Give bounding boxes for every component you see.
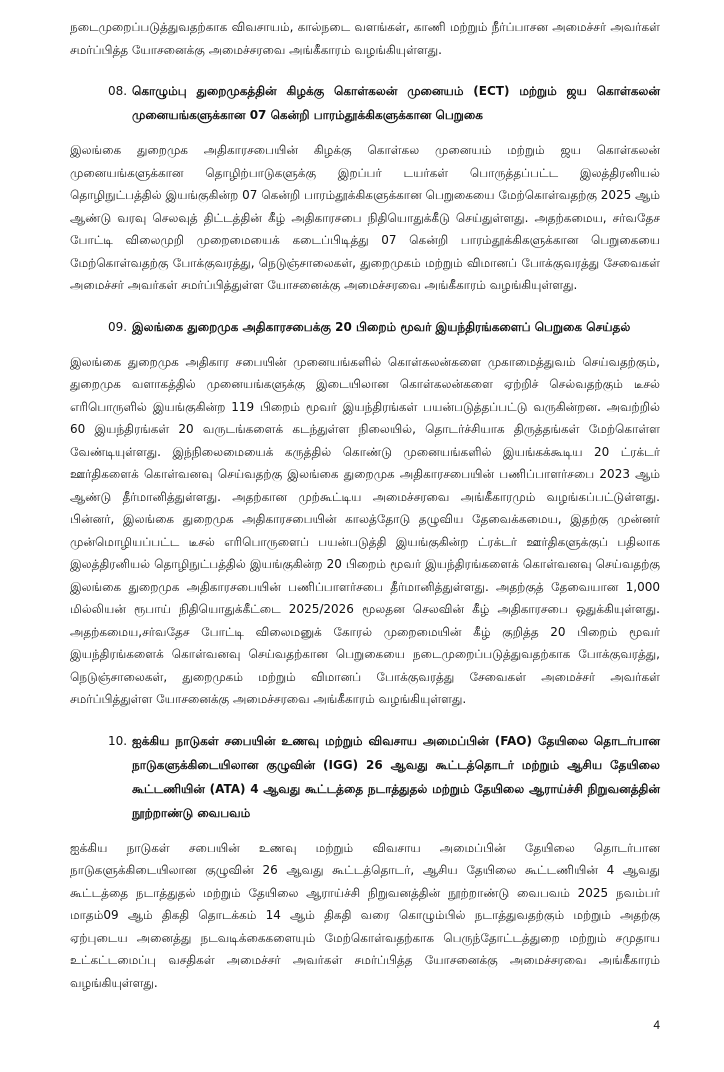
section-number: 10. xyxy=(108,733,128,748)
section-08-body: இலங்கை துறைமுக அதிகாரசபையின் கிழக்கு கொள்கல முனையம் மற்றும் ஜய கொள்கலன் முனையங்களுக்கான தொழிற்பாடுகளுக்கு இறப்பர் டயர்கள் பொருத்தப்பட்ட இலத்திரனியல் தொழிநுட்பத்தில் இயங்குகின்ற 07 கென்றி பாரம்தூக்கிகளுக்கான பெறுகையை மேற்கொள்வதற்கு 2025 ஆம் ஆண்டு வரவு செலவுத் திட்டத்தின் கீழ் அதிகாரசபை நிதியொதுக்கீடு செய்துள்ளது. அதற்கமைய, சர்வதேச போட்டி விலைமுறி முறைமையைக் கடைப்பிடித்து 07 கென்றி பாரம்தூக்கிகளுக்கான பெறுகையை மேற்கொள்வதற்கு போக்குவரத்து, நெடுஞ்சாலைகள், துறைமுகம் மற்றும் விமானப் போக்குவரத்து சேவைகள் அமைச்சர் அவர்கள் சமர்ப்பித்துள்ள யோசனைக்கு அமைச்சரவை அங்கீகாரம் வழங்கியுள்ளது. xyxy=(70,143,660,292)
intro-paragraph: நடைமுறைப்படுத்துவதற்காக விவசாயம், கால்நடை வளங்கள், காணி மற்றும் நீர்ப்பாசன அமைச்சர் அவர்கள் சமர்ப்பித்த யோசனைக்கு அமைச்சரவை அங்கீகாரம் வழங்கியுள்ளது. xyxy=(70,20,660,57)
page-number: 4 xyxy=(653,1018,660,1032)
section-10-body: ஐக்கிய நாடுகள் சபையின் உணவு மற்றும் விவசாய அமைப்பின் தேயிலை தொடர்பான நாடுகளுக்கிடையிலான குழுவின் 26 ஆவது கூட்டத்தொடர், ஆசிய தேயிலை கூட்டணியின் 4 ஆவது கூட்டத்தை நடாத்துதல் மற்றும் தேயிலை ஆராய்ச்சி நிறுவனத்தின் நூற்றாண்டு வைபவம் 2025 நவம்பர் மாதம்09 ஆம் திகதி தொடக்கம் 14 ஆம் திகதி வரை கொழும்பில் நடாத்துவதற்கும் மற்றும் அதற்கு ஏற்புடைய அனைத்து நடவடிக்கைகளையும் மேற்கொள்வதற்காக பெருந்தோட்டத்துறை மற்றும் சமுதாய உட்கட்டமைப்பு வசதிகள் அமைச்சர் அவர்கள் சமர்ப்பித்த யோசனைக்கு அமைச்சரவை அங்கீகாரம் வழங்கியுள்ளது. xyxy=(70,840,660,990)
section-title: இலங்கை துறைமுக அதிகாரசபைக்கு 20 பிறைம் மூவர் இயந்திரங்களைப் பெறுகை செய்தல் xyxy=(132,319,631,334)
section-09-heading xyxy=(108,315,660,339)
section-08-heading xyxy=(108,79,660,127)
section-title: கொழும்பு துறைமுகத்தின் கிழக்கு கொள்கலன் முனையம் (ECT) மற்றும் ஜய கொள்கலன் முனையங்களுக்கான 07 கென்றி பாரம்தூக்கிகளுக்கான பெறுகை xyxy=(132,84,660,122)
section-number: 08. xyxy=(108,84,128,98)
section-10-heading xyxy=(108,729,660,825)
section-title: ஐக்கிய நாடுகள் சபையின் உணவு மற்றும் விவசாய அமைப்பின் (FAO) தேயிலை தொடர்பான நாடுகளுக்கிடையிலான குழுவின் (IGG) 26 ஆவது கூட்டத்தொடர் மற்றும் ஆசிய தேயிலை கூட்டணியின் (ATA) 4 ஆவது கூட்டத்தை நடாத்துதல் மற்றும் தேயிலை ஆராய்ச்சி நிறுவனத்தின் நூற்றாண்டு வைபவம் xyxy=(132,733,660,820)
section-number: 09. xyxy=(108,319,128,334)
section-09-body: இலங்கை துறைமுக அதிகார சபையின் முனையங்களில் கொள்கலன்களை முகாமைத்துவம் செய்வதற்கும், துறைமுக வளாகத்தில் முனையங்களுக்கு இடையிலான கொள்கலன்களை ஏற்றிச் செல்வதற்கும் டீசல் எரிபொருளில் இயங்குகின்ற 119 பிறைம் மூவர் இயந்திரங்கள் பயன்படுத்தப்பட்டு வருகின்றன. அவற்றில் 60 இயந்திரங்கள் 20 வருடங்களைக் கடந்துள்ள நிலையில், தொடர்ச்சியாக திருத்தங்கள் மேற்கொள்ள வேண்டியுள்ளது. இந்நிலைமையைக் கருத்தில் கொண்டு முனையங்களில் இயங்கக்கூடிய 20 ட்ரக்டர் ஊர்திகளைக் கொள்வனவு செய்வதற்கு இலங்கை துறைமுக அதிகாரசபையின் பணிப்பாளர்சபை 2023 ஆம் ஆண்டு தீர்மானித்துள்ளது. அதற்கான முற்கூட்டிய அமைச்சரவை அங்கீகாரமும் வழங்கப்பட்டுள்ளது. பின்னர், இலங்கை துறைமுக அதிகாரசபையின் காலத்தோடு தழுவிய தேவைக்கமைய, இதற்கு முன்னர் முன்மொழியப்பட்ட டீசல் எரிபொருளைப் பயன்படுத்தி இயங்குகின்ற ட்ரக்டர் ஊர்திகளுக்குப் பதிலாக இலத்திரனியல் தொழிநுட்பத்தில் இயங்குகின்ற 20 பிறைம் மூவர் இயந்திரங்களைக் கொள்வனவு செய்வதற்கு இலங்கை துறைமுக அதிகாரசபையின் பணிப்பாளர்சபை தீர்மானித்துள்ளது. அதற்குத் தேவையான 1,000 மில்லியன் ரூபாய் நிதியொதுக்கீட்டை 2025/2026 மூலதன செலவின் கீழ் அதிகாரசபை ஒதுக்கியுள்ளது. அதற்கமைய,சர்வதேச போட்டி விலைமனுக் கோரல் முறைமையின் கீழ் குறித்த 20 பிறைம் மூவர் இயந்திரங்களைக் கொள்வனவு செய்வதற்கான பெறுகையை நடைமுறைப்படுத்துவதற்காக போக்குவரத்து, நெடுஞ்சாலைகள், துறைமுகம் மற்றும் விமானப் போக்குவரத்து சேவைகள் அமைச்சர் அவர்கள் சமர்ப்பித்துள்ள யோசனைக்கு அமைச்சரவை அங்கீகாரம் வழங்கியுள்ளது. xyxy=(70,354,660,706)
